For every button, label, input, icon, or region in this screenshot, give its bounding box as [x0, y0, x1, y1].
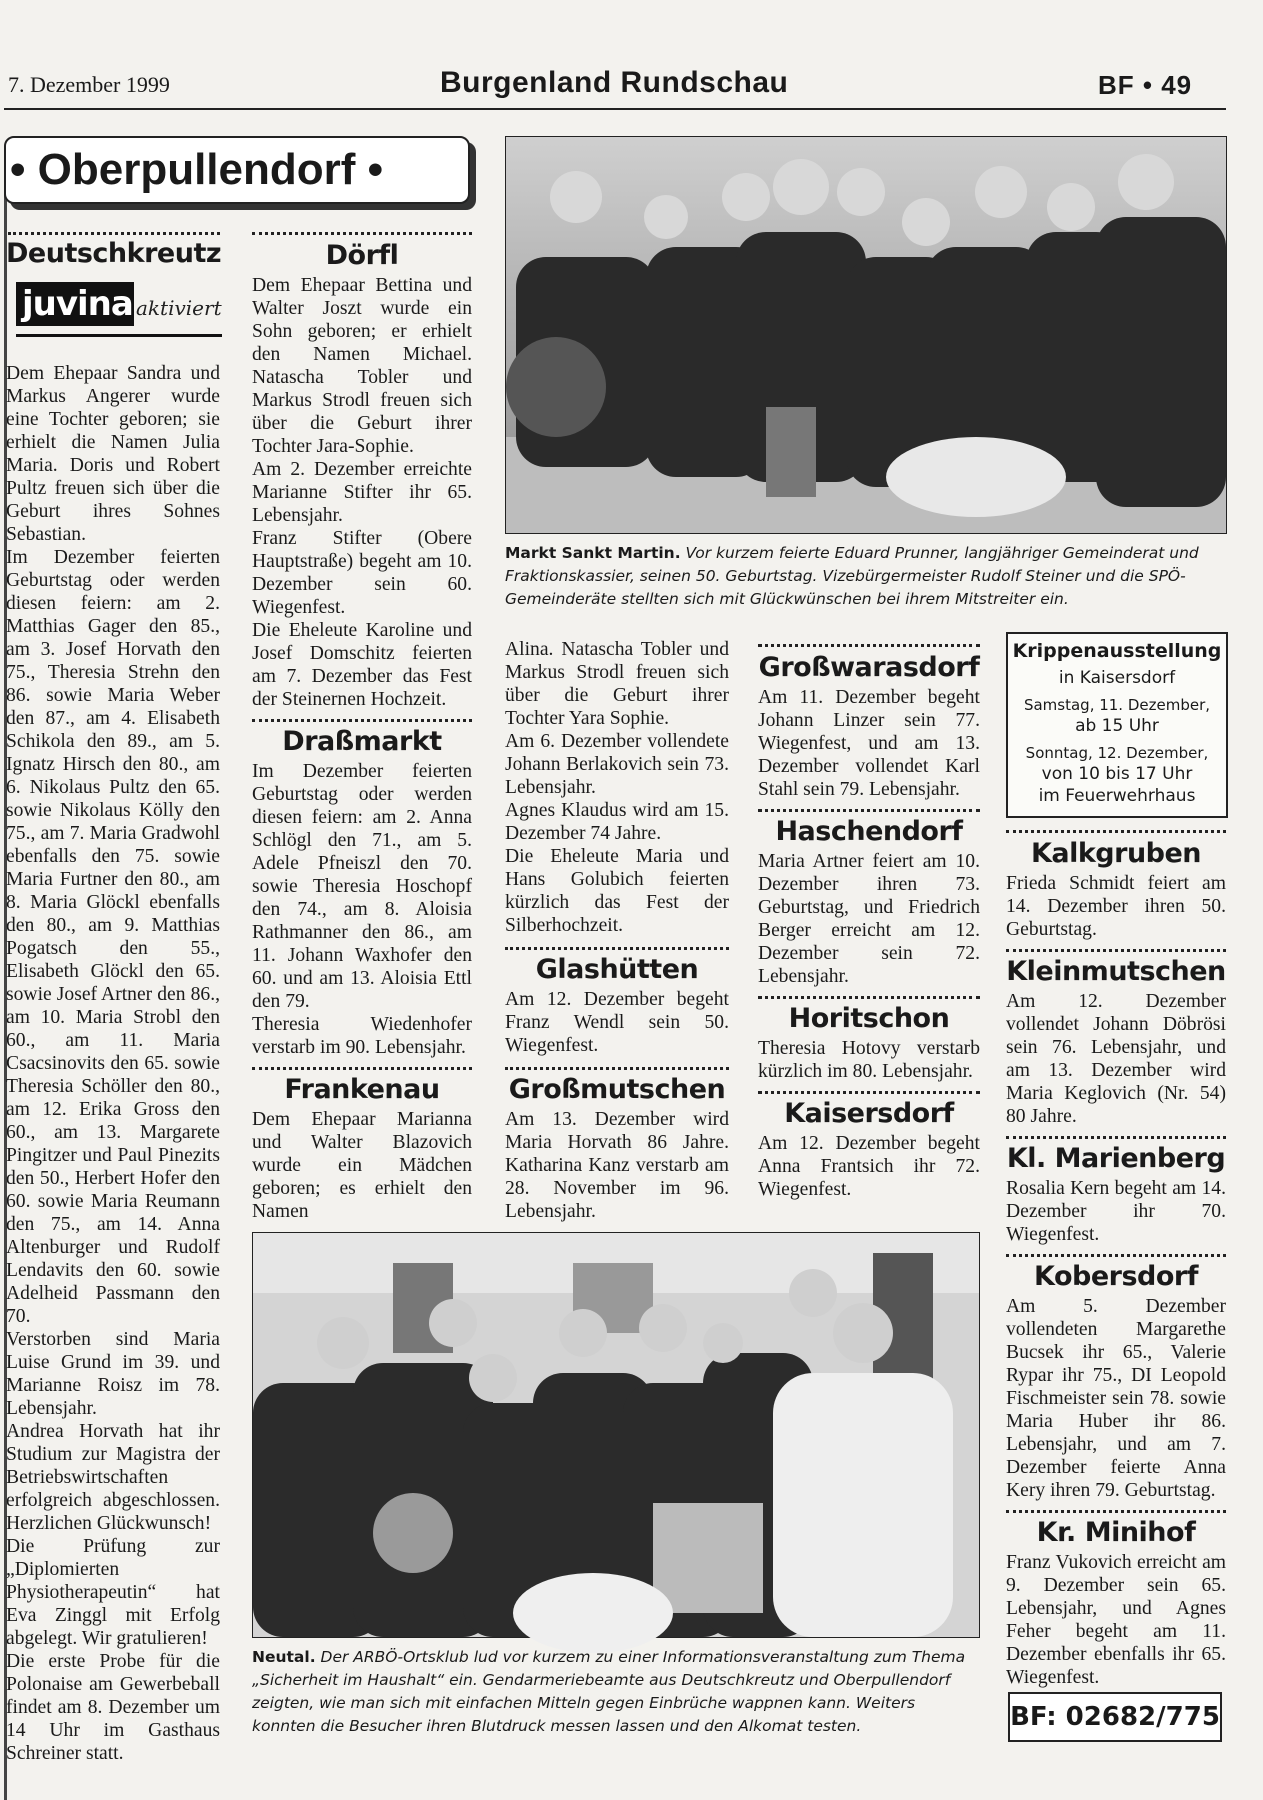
section-divider — [758, 996, 980, 999]
section-divider — [1006, 1510, 1226, 1513]
paragraph: Maria Artner feiert am 10. Dezember ihren 73. Geburtstag, und Friedrich Berger erreicht am 12. Dezember sein 72. Lebensjahr. — [758, 851, 980, 987]
section-divider — [505, 947, 729, 950]
paragraph: Die Eheleute Maria und Hans Golubich feierten kürzlich das Fest der Silberhochzeit. — [505, 846, 729, 936]
krippe-day2: Sonntag, 12. Dezember, — [1025, 744, 1209, 762]
paragraph: Franz Vukovich erreicht am 9. Dezember sein 65. Lebensjahr, und Agnes Feher begeht am 11. Dezember ebenfalls ihr 65. Wiegenfest. — [1006, 1552, 1226, 1688]
paragraph: Theresia Hotovy verstarb kürzlich im 80. Lebensjahr. — [758, 1038, 980, 1082]
section-heading-kobersdorf: Kobersdorf — [1034, 1261, 1198, 1292]
section-divider — [1006, 1136, 1226, 1139]
paragraph: Am 2. Dezember erreichte Marianne Stifter ihr 65. Lebensjahr. — [252, 459, 472, 526]
section-heading-grosswarasdorf: Großwarasdorf — [758, 652, 980, 683]
section-divider — [8, 232, 220, 235]
caption-place: Markt Sankt Martin. — [505, 544, 681, 562]
krippe-time1: ab 15 Uhr — [1075, 716, 1159, 736]
section-heading-kl-marienberg: Kl. Marienberg — [1006, 1143, 1226, 1174]
section-divider — [1006, 949, 1226, 952]
section-heading-glashuetten: Glashütten — [535, 954, 699, 985]
paragraph: Andrea Horvath hat ihr Studium zur Magistra der Betriebswirtschaften erfolgreich abgeschlossen. Herzlichen Glückwunsch! — [6, 1421, 220, 1534]
section-divider — [252, 1067, 472, 1070]
paragraph: Theresia Wiedenhofer verstarb im 90. Lebensjahr. — [252, 1014, 472, 1058]
section-heading-kleinmutschen: Kleinmutschen — [1006, 956, 1226, 987]
region-banner: • Oberpullendorf • — [4, 136, 470, 204]
column-1-text — [6, 362, 220, 1764]
paragraph: Die Prüfung zur „Diplomierten Physiotherapeutin“ hat Eva Zinggl mit Erfolg abgelegt. Wir gratulieren! — [6, 1536, 220, 1649]
photo-caption-markt-sankt-martin — [505, 542, 1225, 611]
photo-neutal — [252, 1232, 980, 1638]
section-heading-horitschon: Horitschon — [788, 1003, 950, 1034]
section-heading-haschendorf: Haschendorf — [775, 816, 963, 847]
krippe-title: Krippenausstellung — [1012, 640, 1222, 662]
section-divider — [1006, 1254, 1226, 1257]
krippe-location: im Feuerwehrhaus — [1038, 786, 1196, 806]
section-heading-drassmarkt: Draßmarkt — [282, 726, 442, 757]
paragraph: Im Dezember feierten Geburtstag oder werden diesen feiern: am 2. Anna Schlögl den 71., am 5. Adele Pfneiszl den 70. sowie Theresia Hoschopf den 74., am 8. Aloisia Rathmanner den 86., am 11. Johann Waxhofer den 60. und am 13. Aloisia Ettl den 79. — [252, 761, 472, 1012]
newspaper-title: Burgenland Rundschau — [440, 66, 789, 99]
section-divider — [758, 1091, 980, 1094]
paragraph: Am 6. Dezember vollendete Johann Berlakovich sein 73. Lebensjahr. — [505, 731, 729, 798]
paragraph: Im Dezember feierten Geburtstag oder werden diesen feiern: am 2. Matthias Gager den 85., am 3. Josef Horvath den 75., Theresia Strehn den 86. sowie Maria Weber den 87., am 4. Elisabeth Schikola den 89., am 5. Ignatz Hirsch den 80., am 6. Nikolaus Pultz den 65. sowie Nikolaus Kölly den 75., am 7. Maria Gradwohl ebenfalls den 75. sowie Maria Furtner den 80., am 8. Maria Glöckl ebenfalls den 80., am 9. Matthias Pogatsch den 55., Elisabeth Glöckl den 65. sowie Josef Artner den 86., am 10. Maria Strobl den 60., am 11. Maria Csacsinovits den 65. sowie Theresia Schöller den 80., am 12. Erika Gross den 60., am 13. Margarete Pingitzer und Paul Pinezits den 50., Herbert Hofer den 60. sowie Maria Reumann den 75., am 14. Anna Altenburger und Rudolf Lendavits den 60. sowie Adelheid Passmann den 70. — [6, 547, 220, 1327]
paragraph: Alina. Natascha Tobler und Markus Strodl freuen sich über die Geburt ihrer Tochter Yara Sophie. — [505, 639, 729, 729]
krippe-place: in Kaisersdorf — [1058, 668, 1176, 688]
column-2 — [252, 236, 472, 1223]
section-heading-grossmutschen: Großmutschen — [508, 1074, 726, 1105]
juvina-logo-text: juvina — [16, 282, 134, 326]
juvina-logo-tagline: aktiviert — [136, 296, 222, 320]
paragraph: Franz Stifter (Obere Hauptstraße) begeht am 10. Dezember sein 60. Wiegenfest. — [252, 528, 472, 618]
editorial-phone: BF: 02682/775 — [1008, 1692, 1222, 1742]
section-divider — [758, 644, 980, 647]
section-heading-kalkgruben: Kalkgruben — [1030, 838, 1202, 869]
issue-date: 7. Dezember 1999 — [8, 72, 170, 97]
header-rule — [4, 108, 1226, 110]
paragraph: Am 11. Dezember begeht Johann Linzer sein 77. Wiegenfest, und am 13. Dezember vollendet Karl Stahl sein 79. Lebensjahr. — [758, 687, 980, 800]
paragraph: Am 12. Dezember vollendet Johann Döbrösi sein 76. Lebensjahr, und am 13. Dezember wird Maria Keglovich (Nr. 54) 80 Jahre. — [1006, 991, 1226, 1127]
column-5 — [1006, 834, 1226, 1689]
section-divider — [758, 809, 980, 812]
juvina-logo-rule — [16, 334, 222, 337]
krippenausstellung-box — [1006, 632, 1228, 818]
column-4 — [758, 648, 980, 1201]
section-divider — [252, 232, 472, 235]
section-divider — [505, 1067, 729, 1070]
krippe-day1: Samstag, 11. Dezember, — [1023, 696, 1211, 714]
page-number: BF • 49 — [1098, 70, 1193, 100]
paragraph: Rosalia Kern begeht am 14. Dezember ihr 70. Wiegenfest. — [1006, 1178, 1226, 1245]
section-divider — [1006, 830, 1226, 833]
paragraph: Die Eheleute Karoline und Josef Domschitz feierten am 7. Dezember das Fest der Steinernen Hochzeit. — [252, 620, 472, 710]
caption-place: Neutal. — [252, 1648, 316, 1666]
krippe-time2: von 10 bis 17 Uhr — [1041, 764, 1193, 784]
paragraph: Frieda Schmidt feiert am 14. Dezember ihren 50. Geburtstag. — [1006, 873, 1226, 940]
caption-text: Vor kurzem feierte Eduard Prunner, langjähriger Gemeinderat und Fraktionskassier, seinen 50. Geburtstag. Vizebürgermeister Rudolf Steiner und die SPÖ-Gemeinderäte stellten sich mit Glückwünschen bei ihrem Mitstreiter ein. — [505, 544, 1199, 608]
column-3 — [505, 638, 729, 1223]
photo-markt-sankt-martin — [505, 136, 1227, 534]
column-1 — [6, 238, 220, 270]
juvina-logo — [4, 282, 220, 346]
section-heading-frankenau: Frankenau — [284, 1074, 440, 1105]
paragraph: Am 13. Dezember wird Maria Horvath 86 Jahre. Katharina Kanz verstarb am 28. November im 96. Lebensjahr. — [505, 1109, 729, 1222]
section-heading-deutschkreutz: Deutschkreutz — [6, 238, 222, 269]
photo-caption-neutal — [252, 1646, 982, 1738]
caption-text: Der ARBÖ-Ortsklub lud vor kurzem zu einer Informationsveranstaltung zum Thema „Sicherheit im Haushalt“ ein. Gendarmeriebeamte aus Deutschkreutz und Oberpullendorf zeigten, wie man sich mit einfachen Mitteln gegen Einbrüche wappnen kann. Weiters konnten die Besucher ihren Blutdruck messen lassen und den Alkomat testen. — [252, 1648, 966, 1735]
paragraph: Dem Ehepaar Bettina und Walter Joszt wurde ein Sohn geboren; er erhielt den Namen Michael. Natascha Tobler und Markus Strodl freuen sich über die Geburt ihrer Tochter Jara-Sophie. — [252, 275, 472, 457]
paragraph: Verstorben sind Maria Luise Grund im 39. und Marianne Roisz im 78. Lebensjahr. — [6, 1329, 220, 1419]
paragraph: Dem Ehepaar Marianna und Walter Blazovich wurde ein Mädchen geboren; es erhielt den Namen — [252, 1109, 472, 1222]
paragraph: Die erste Probe für die Polonaise am Gewerbeball findet am 8. Dezember um 14 Uhr im Gasthaus Schreiner statt. — [6, 1651, 220, 1764]
paragraph: Am 12. Dezember begeht Franz Wendl sein 50. Wiegenfest. — [505, 989, 729, 1056]
photo-meeting-group-icon — [253, 1233, 979, 1637]
section-heading-kr-minihof: Kr. Minihof — [1036, 1517, 1196, 1548]
section-divider — [252, 719, 472, 722]
paragraph: Am 12. Dezember begeht Anna Frantsich ihr 72. Wiegenfest. — [758, 1133, 980, 1200]
paragraph: Agnes Klaudus wird am 15. Dezember 74 Jahre. — [505, 800, 729, 844]
paragraph: Dem Ehepaar Sandra und Markus Angerer wurde eine Tochter geboren; sie erhielt die Namen Julia Maria. Doris und Robert Pultz freuen sich über die Geburt ihres Sohnes Sebastian. — [6, 363, 220, 545]
section-heading-kaisersdorf: Kaisersdorf — [784, 1098, 954, 1129]
photo-group-of-men-icon — [506, 137, 1226, 533]
paragraph: Am 5. Dezember vollendeten Margarethe Bucsek ihr 65., Valerie Rypar ihr 75., DI Leopold Fischmeister sein 78. sowie Maria Huber ihr 86. Lebensjahr, und am 7. Dezember feierte Anna Kery ihren 79. Geburtstag. — [1006, 1296, 1226, 1501]
section-heading-doerfl: Dörfl — [325, 240, 399, 271]
